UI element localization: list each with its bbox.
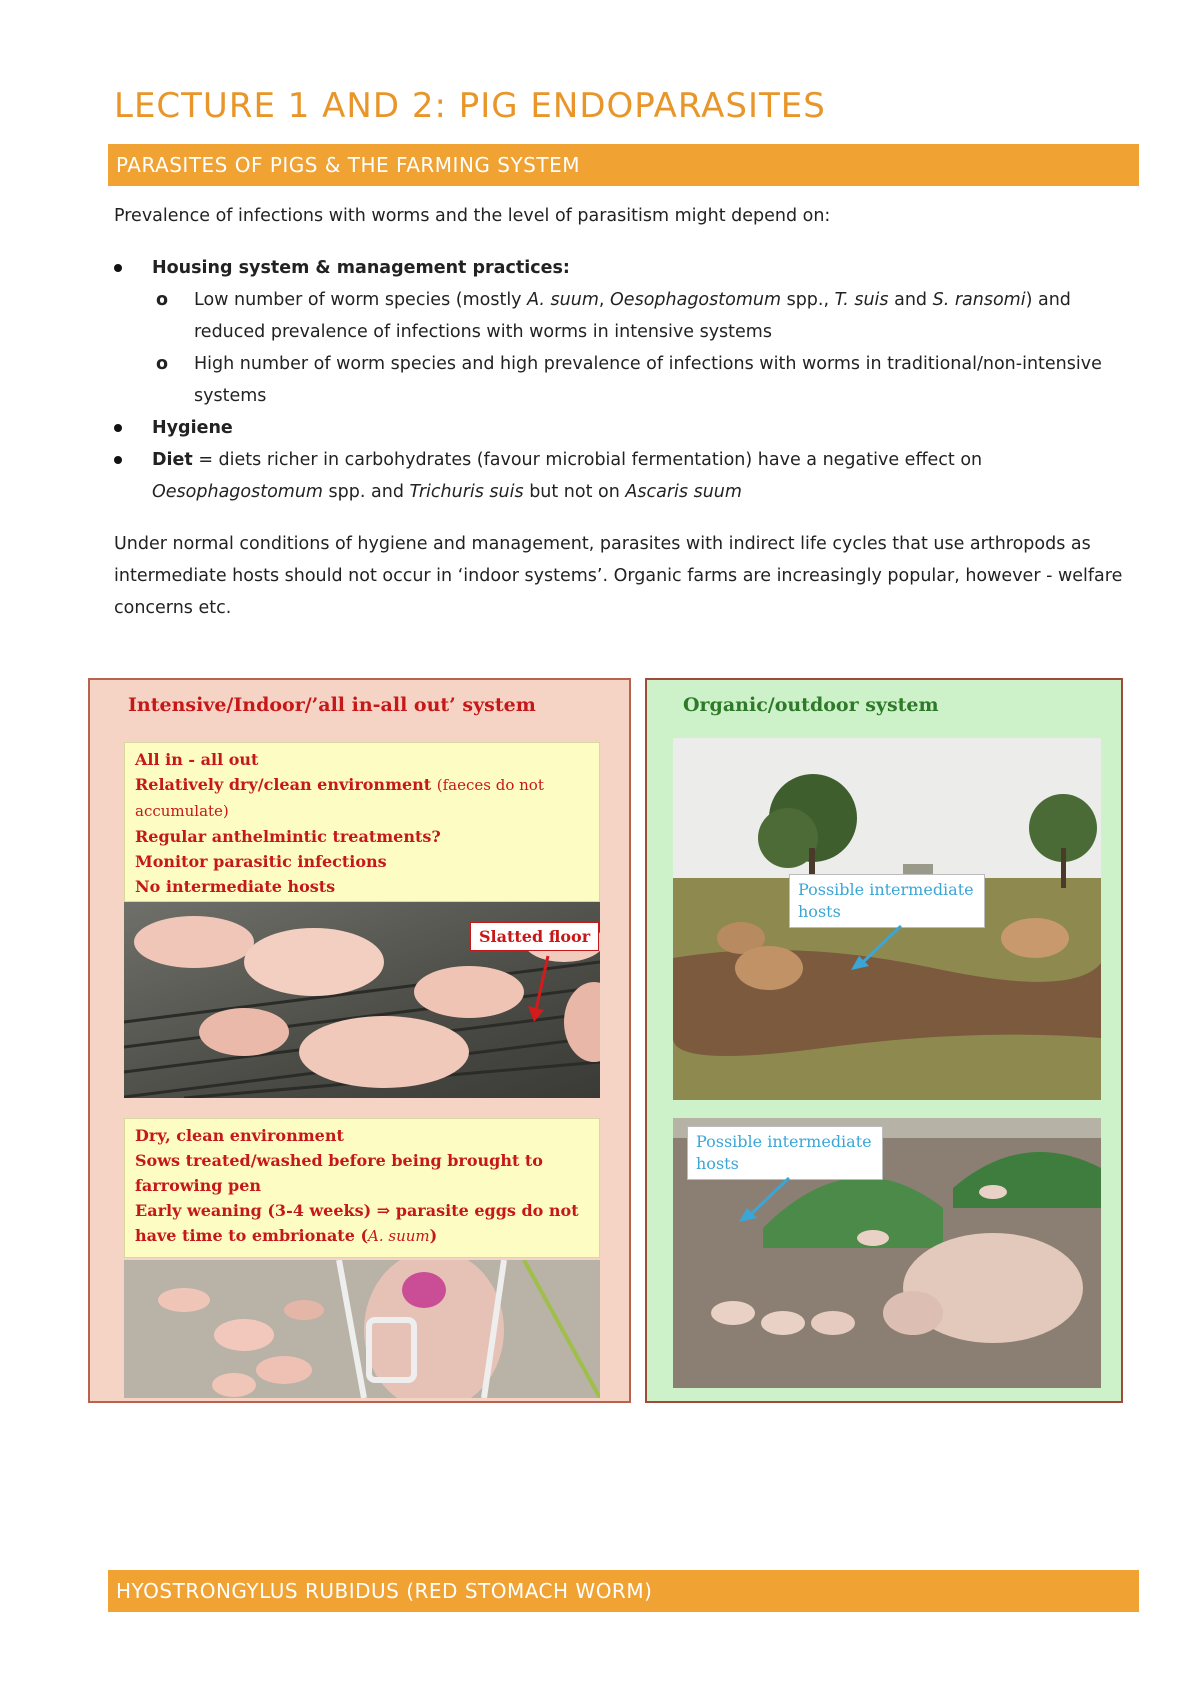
note-early-weaning xyxy=(135,1198,589,1249)
slatted-floor-photo xyxy=(124,902,600,1098)
circle-bullet-icon: o xyxy=(156,290,169,310)
intensive-system-panel xyxy=(88,678,631,1403)
species-t-suis: T. suis xyxy=(834,290,889,310)
text: Early weaning (3-4 weeks) ⇒ parasite eggs do not have time to embrionate ( xyxy=(135,1201,579,1245)
list-subitem-traditional xyxy=(114,348,1124,412)
organic-title: Organic/outdoor system xyxy=(683,694,939,716)
factor-list xyxy=(114,252,1124,508)
list-item-diet xyxy=(114,444,1124,508)
note-no-hosts: No intermediate hosts xyxy=(135,877,336,896)
intro-text: Prevalence of infections with worms and the level of parasitism might depend on: xyxy=(114,206,831,226)
text: = diets richer in carbohydrates (favour microbial fermentation) have a negative effect on xyxy=(192,450,983,470)
slatted-floor-label: Slatted floor xyxy=(470,922,599,951)
species-ascaris-suum: Ascaris suum xyxy=(625,482,742,502)
text: spp. and xyxy=(322,482,410,502)
text: but not on xyxy=(523,482,626,502)
note-sows-treated: Sows treated/washed before being brought to farrowing pen xyxy=(135,1151,543,1195)
species-a-suum: A. suum xyxy=(527,290,599,310)
text: spp., xyxy=(781,290,835,310)
bullet-icon xyxy=(114,424,122,432)
circle-bullet-icon: o xyxy=(156,354,169,374)
text: A. suum xyxy=(368,1227,430,1245)
species-oesophagostomum: Oesophagostomum xyxy=(610,290,782,310)
text: ) and reduced prevalence of infections with worms in intensive systems xyxy=(194,290,1071,342)
intensive-notes-box xyxy=(124,742,600,902)
list-item-hygiene xyxy=(114,412,1124,444)
diet-label: Diet xyxy=(152,450,193,470)
section-heading-farming: PARASITES OF PIGS & THE FARMING SYSTEM xyxy=(108,144,1139,186)
text: ) xyxy=(429,1226,438,1245)
species-trichuris-suis: Trichuris suis xyxy=(409,482,524,502)
species-oesophagostomum: Oesophagostomum xyxy=(152,482,323,502)
section-heading-hyostrongylus: HYOSTRONGYLUS RUBIDUS (RED STOMACH WORM) xyxy=(108,1570,1139,1612)
note-dry-clean xyxy=(135,772,589,824)
intensive-title: Intensive/Indoor/’all in-all out’ system xyxy=(128,694,536,716)
text: (faeces do not accumulate) xyxy=(135,776,544,820)
bullet-icon xyxy=(114,456,122,464)
blue-arrow-icon xyxy=(737,1176,797,1226)
note-dry-clean-env: Dry, clean environment xyxy=(135,1126,344,1145)
species-s-ransomi: S. ransomi xyxy=(932,290,1026,310)
housing-label: Housing system & management practices: xyxy=(152,258,570,278)
text: Relatively dry/clean environment xyxy=(135,775,432,794)
text: Low number of worm species (mostly xyxy=(194,290,528,310)
farrowing-notes-box xyxy=(124,1118,600,1258)
blue-arrow-icon xyxy=(849,924,909,974)
text: High number of worm species and high prevalence of infections with worms in traditional/non-intensive systems xyxy=(194,354,1102,406)
outdoor-huts-photo xyxy=(673,1118,1101,1388)
farrowing-pen-photo xyxy=(124,1260,600,1398)
paragraph-indoor: Under normal conditions of hygiene and management, parasites with indirect life cycles that use arthropods as intermediate hosts should not occur in ‘indoor systems’. Organic farms are increasingly popular, however - welfare concerns etc. xyxy=(114,534,1123,618)
page-title: LECTURE 1 AND 2: PIG ENDOPARASITES xyxy=(114,86,826,126)
outdoor-field-photo xyxy=(673,738,1101,1100)
hygiene-label: Hygiene xyxy=(152,418,233,438)
note-monitor: Monitor parasitic infections xyxy=(135,852,387,871)
intermediate-hosts-label-2: Possible intermediate hosts xyxy=(687,1126,883,1180)
text: and xyxy=(888,290,933,310)
note-all-in-all-out: All in - all out xyxy=(135,750,259,769)
organic-system-panel xyxy=(645,678,1123,1403)
list-item-housing xyxy=(114,252,1124,284)
farrowing-pen-illustration xyxy=(124,1260,600,1398)
text: , xyxy=(598,290,611,310)
list-subitem-intensive xyxy=(114,284,1124,348)
red-arrow-icon xyxy=(524,954,564,1024)
intermediate-hosts-label-1: Possible intermediate hosts xyxy=(789,874,985,928)
note-anthelmintic: Regular anthelmintic treatments? xyxy=(135,827,441,846)
bullet-icon xyxy=(114,264,122,272)
